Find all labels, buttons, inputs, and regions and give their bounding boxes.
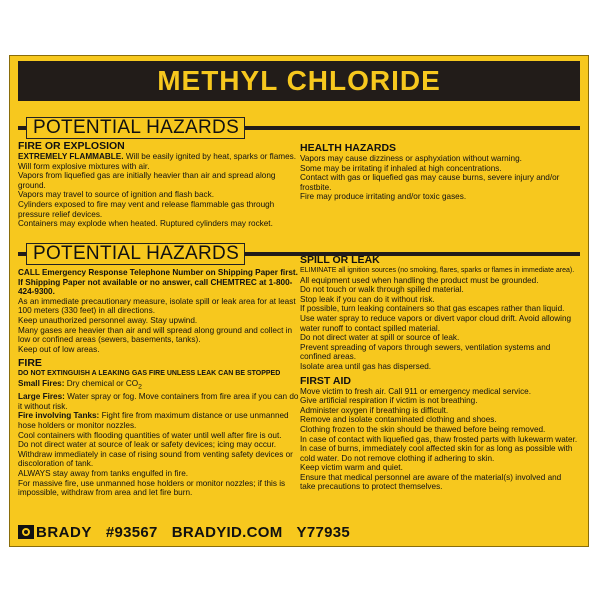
- spill-line: Isolate area until gas has dispersed.: [300, 361, 432, 371]
- emergency-line: As an immediate precautionary measure, isolate spill or leak area for at least 100 meters (330 feet) in all directions.: [18, 296, 296, 316]
- spill-line: Do not direct water at spill or source of leak.: [300, 333, 460, 343]
- tank-fires-label: Fire involving Tanks:: [18, 411, 100, 421]
- label-title: METHYL CHLORIDE: [157, 65, 441, 96]
- spill-block: [300, 254, 578, 492]
- small-fires-text: Dry chemical or CO: [66, 378, 139, 388]
- health-block: [300, 142, 576, 202]
- first-aid-line: In case of contact with liquefied gas, thaw frosted parts with lukewarm water.: [300, 434, 578, 444]
- brady-wordmark: BRADY: [36, 523, 92, 541]
- first-aid-line: Keep victim warm and quiet.: [300, 463, 403, 473]
- fire-line: Vapors from liquefied gas are initially heavier than air and spread along ground.: [18, 171, 276, 190]
- fire-heading: FIRE: [18, 357, 42, 370]
- health-line: Contact with gas or liquefied gas may cause burns, severe injury and/or frostbite.: [300, 173, 560, 192]
- fire-line: For massive fire, use unmanned hose holders or monitor nozzles; if this is impossible, withdraw from area and let fire burn.: [18, 478, 286, 498]
- large-fires: [18, 392, 300, 411]
- emergency-line: Many gases are heavier than air and will spread along ground and collect in low or confined areas (sewers, basements, tanks).: [18, 325, 292, 345]
- fire-line: Cool containers with flooding quantities of water until well after fire is out.: [18, 430, 282, 440]
- spill-heading: SPILL OR LEAK: [300, 254, 380, 266]
- emergency-line: Keep unauthorized personnel away. Stay upwind.: [18, 315, 198, 325]
- fire-line: ALWAYS stay away from tanks engulfed in fire.: [18, 468, 189, 478]
- fire-line: Cylinders exposed to fire may vent and release flammable gas through pressure relief devices.: [18, 199, 275, 219]
- large-fires-text: Water spray or fog. Move containers from fire area if you can do it without risk.: [18, 392, 299, 411]
- spill-line: Do not touch or walk through spilled material.: [300, 285, 464, 295]
- first-aid-line: Ensure that medical personnel are aware of the material(s) involved and take precautions to protect themselves.: [300, 472, 562, 492]
- spill-line: If possible, turn leaking containers so that gas escapes rather than liquid.: [300, 304, 565, 314]
- emergency-block: [18, 268, 300, 498]
- first-aid-line: Administer oxygen if breathing is difficult.: [300, 405, 449, 415]
- spill-line: All equipment used when handling the product must be grounded.: [300, 275, 539, 285]
- fire-line: Containers may explode when heated. Ruptured cylinders may rocket.: [18, 219, 273, 229]
- small-fires-label: Small Fires:: [18, 378, 65, 388]
- tank-fires-text: Fight fire from maximum distance or use unmanned hose holders or monitor nozzles.: [18, 411, 289, 430]
- brady-logo: [18, 524, 92, 541]
- brady-mark-icon: [18, 525, 34, 539]
- spill-line: Use water spray to reduce vapors or divert vapor cloud drift. Avoid allowing water runoff to contact spilled material.: [300, 313, 572, 333]
- tank-fires: [18, 411, 300, 430]
- title-bar: [18, 61, 580, 101]
- large-fires-label: Large Fires:: [18, 392, 65, 402]
- section2-header-text: POTENTIAL HAZARDS: [33, 243, 240, 264]
- fire-explosion-text: [18, 152, 298, 171]
- flammable-lead: EXTREMELY FLAMMABLE.: [18, 152, 124, 161]
- first-aid-line: In case of burns, immediately cool affected skin for as long as possible with cold water. Do not remove clothing if adhering to skin.: [300, 444, 573, 463]
- health-heading: HEALTH HAZARDS: [300, 142, 397, 154]
- health-line: Some may be irritating if inhaled at high concentrations.: [300, 163, 502, 173]
- website: BRADYID.COM: [171, 523, 283, 541]
- spill-note: ELIMINATE all ignition sources (no smoking, flares, sparks or flames in immediate area).: [300, 267, 575, 274]
- first-aid-line: Clothing frozen to the skin should be thawed before being removed.: [300, 424, 546, 434]
- small-fires-subscript: 2: [138, 383, 142, 391]
- header-rule: [18, 252, 26, 256]
- section2-header: [26, 243, 245, 265]
- fire-line: Will be easily ignited by heat, sparks or flames. Will form explosive mixtures with air.: [18, 152, 297, 171]
- hazard-label: [9, 55, 589, 547]
- section1-header-text: POTENTIAL HAZARDS: [33, 117, 240, 138]
- spill-line: Prevent spreading of vapors through sewers, ventilation systems and confined areas.: [300, 342, 551, 362]
- first-aid-line: Move victim to fresh air. Call 911 or emergency medical service.: [300, 386, 531, 396]
- fire-line: Vapors may travel to source of ignition and flash back.: [18, 190, 214, 200]
- part-number: #93567: [105, 523, 158, 541]
- fire-explosion-heading: FIRE OR EXPLOSION: [18, 140, 125, 152]
- small-fires: [18, 379, 300, 392]
- header-rule: [245, 126, 580, 130]
- fire-line: Withdraw immediately in case of rising sound from venting safety devices or discoloration of tank.: [18, 449, 293, 469]
- first-aid-line: Give artificial respiration if victim is not breathing.: [300, 396, 478, 406]
- health-line: Fire may produce irritating and/or toxic gases.: [300, 192, 467, 202]
- header-rule: [18, 126, 26, 130]
- first-aid-line: Remove and isolate contaminated clothing and shoes.: [300, 415, 497, 425]
- fire-line: Do not direct water at source of leak or safety devices; icing may occur.: [18, 440, 277, 450]
- spill-line: Stop leak if you can do it without risk.: [300, 294, 435, 304]
- emergency-call: CALL Emergency Response Telephone Number on Shipping Paper first. If Shipping Paper not available or no answer, call CHEMTREC at 1-800-424-9300.: [18, 268, 298, 297]
- product-code: Y77935: [296, 523, 351, 541]
- label-footer: [18, 522, 578, 542]
- fire-caution: DO NOT EXTINGUISH A LEAKING GAS FIRE UNLESS LEAK CAN BE STOPPED: [18, 370, 281, 378]
- section1-header: [26, 117, 245, 139]
- first-aid-heading: FIRST AID: [300, 374, 351, 387]
- fire-explosion-block: [18, 140, 298, 229]
- emergency-line: Keep out of low areas.: [18, 344, 100, 354]
- health-line: Vapors may cause dizziness or asphyxiation without warning.: [300, 154, 522, 163]
